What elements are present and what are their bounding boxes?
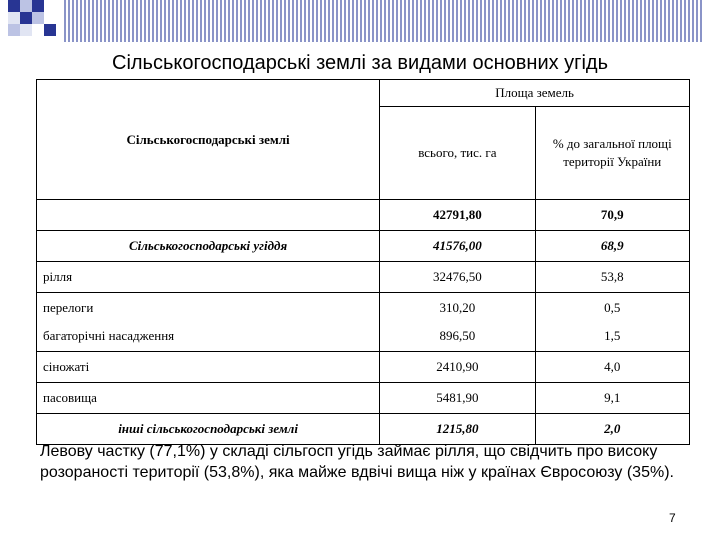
page-number: 7 xyxy=(669,511,676,525)
header-percent: % до загальної площі території України xyxy=(535,107,690,200)
row-percent: 53,8 xyxy=(535,262,690,293)
decor-square xyxy=(8,24,20,36)
table-row xyxy=(37,383,690,414)
summary-note: Левову частку (77,1%) у складі сільгосп угідь займає рілля, що свідчить про високу розораності території (53,8%), яка майже вдвічі вища ніж у країнах Євросоюзу (35%). xyxy=(40,443,674,481)
row-name: сіножаті xyxy=(37,352,380,383)
table-row xyxy=(37,293,690,352)
row-percent: 68,9 xyxy=(535,231,690,262)
row-percent: 1,5 xyxy=(604,328,621,343)
row-total: 32476,50 xyxy=(380,262,535,293)
decor-square xyxy=(8,12,20,24)
row-name: рілля xyxy=(37,262,380,293)
row-percent: 4,0 xyxy=(535,352,690,383)
totals-percent: 70,9 xyxy=(535,200,690,231)
row-total: 896,50 xyxy=(439,328,476,343)
totals-empty xyxy=(37,200,380,231)
header-total: всього, тис. га xyxy=(380,107,535,200)
row-name: Сільськогосподарські угіддя xyxy=(37,231,380,262)
header-area: Площа земель xyxy=(380,80,690,107)
table-row xyxy=(37,231,690,262)
decor-square xyxy=(8,0,20,12)
header-land: Сільськогосподарські землі xyxy=(37,80,380,200)
table-row xyxy=(37,262,690,293)
decor-square xyxy=(20,0,32,12)
decor-square xyxy=(44,24,56,36)
slide-title: Сільськогосподарські землі за видами основних угідь xyxy=(112,52,608,74)
row-total: 2410,90 xyxy=(380,352,535,383)
table-row xyxy=(37,352,690,383)
row-percent-group xyxy=(535,293,690,352)
land-table xyxy=(36,79,690,445)
decor-square xyxy=(32,0,44,12)
row-total: 1215,80 xyxy=(380,414,535,445)
decor-square xyxy=(32,12,44,24)
totals-row xyxy=(37,200,690,231)
row-percent: 0,5 xyxy=(604,300,621,315)
row-total: 41576,00 xyxy=(380,231,535,262)
row-total: 5481,90 xyxy=(380,383,535,414)
row-name-group xyxy=(37,293,380,352)
header-stripe xyxy=(64,0,704,42)
row-name: пасовища xyxy=(37,383,380,414)
row-total: 310,20 xyxy=(439,300,476,315)
decor-square xyxy=(20,12,32,24)
row-name: багаторічні насадження xyxy=(43,328,175,343)
totals-total: 42791,80 xyxy=(380,200,535,231)
row-total-group xyxy=(380,293,535,352)
row-name: інші сільськогосподарські землі xyxy=(37,414,380,445)
row-percent: 2,0 xyxy=(535,414,690,445)
table-row xyxy=(37,414,690,445)
row-name: перелоги xyxy=(43,300,94,315)
row-percent: 9,1 xyxy=(535,383,690,414)
decor-square xyxy=(20,24,32,36)
